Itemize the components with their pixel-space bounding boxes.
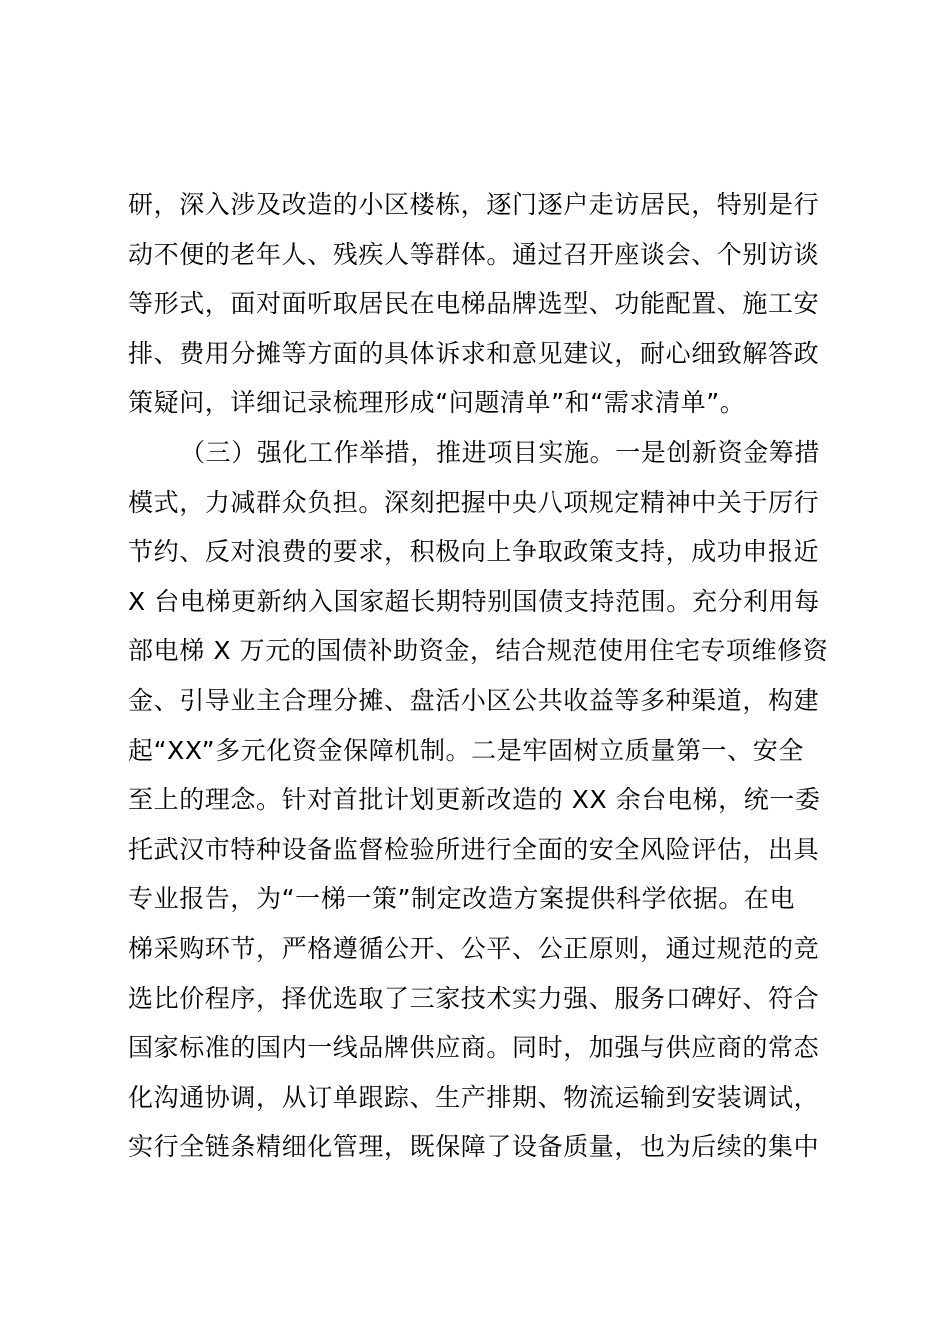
paragraph-line: 梯采购环节，严格遵循公开、公平、公正原则，通过规范的竞 <box>128 933 820 963</box>
paragraph-line: 等形式，面对面听取居民在电梯品牌选型、功能配置、施工安 <box>128 289 820 319</box>
paragraph-line: 部电梯 X 万元的国债补助资金，结合规范使用住宅专项维修资 <box>128 636 829 666</box>
paragraph-line: 专业报告，为“一梯一策”制定改造方案提供科学依据。在电 <box>128 884 796 914</box>
paragraph-line: 模式，力减群众负担。深刻把握中央八项规定精神中关于厉行 <box>128 487 820 517</box>
paragraph-line: 至上的理念。针对首批计划更新改造的 XX 余台电梯，统一委 <box>128 785 821 815</box>
section-heading-line: （三）强化工作举措，推进项目实施。一是创新资金筹措 <box>180 437 821 467</box>
paragraph-line: 托武汉市特种设备监督检验所进行全面的安全风险评估，出具 <box>128 834 820 864</box>
paragraph-line: 选比价程序，择优选取了三家技术实力强、服务口碑好、符合 <box>128 983 820 1013</box>
paragraph-line: 化沟通协调，从订单跟踪、生产排期、物流运输到安装调试， <box>128 1082 820 1112</box>
paragraph-line: 实行全链条精细化管理，既保障了设备质量，也为后续的集中 <box>128 1132 820 1162</box>
paragraph-line: 金、引导业主合理分摊、盘活小区公共收益等多种渠道，构建 <box>128 685 820 715</box>
paragraph-line: X 台电梯更新纳入国家超长期特别国债支持范围。充分利用每 <box>128 586 820 616</box>
paragraph-line: 起“XX”多元化资金保障机制。二是牢固树立质量第一、安全 <box>128 735 804 765</box>
paragraph-line: 策疑问，详细记录梳理形成“问题清单”和“需求清单”。 <box>128 388 746 418</box>
paragraph-line: 研，深入涉及改造的小区楼栋，逐门逐户走访居民，特别是行 <box>128 190 820 219</box>
document-body <box>128 180 836 1172</box>
paragraph-line: 国家标准的国内一线品牌供应商。同时，加强与供应商的常态 <box>128 1033 820 1063</box>
paragraph-line: 排、费用分摊等方面的具体诉求和意见建议，耐心细致解答政 <box>128 338 820 368</box>
paragraph-line: 节约、反对浪费的要求，积极向上争取政策支持，成功申报近 <box>128 537 820 567</box>
paragraph-line: 动不便的老年人、残疾人等群体。通过召开座谈会、个别访谈 <box>128 239 820 269</box>
